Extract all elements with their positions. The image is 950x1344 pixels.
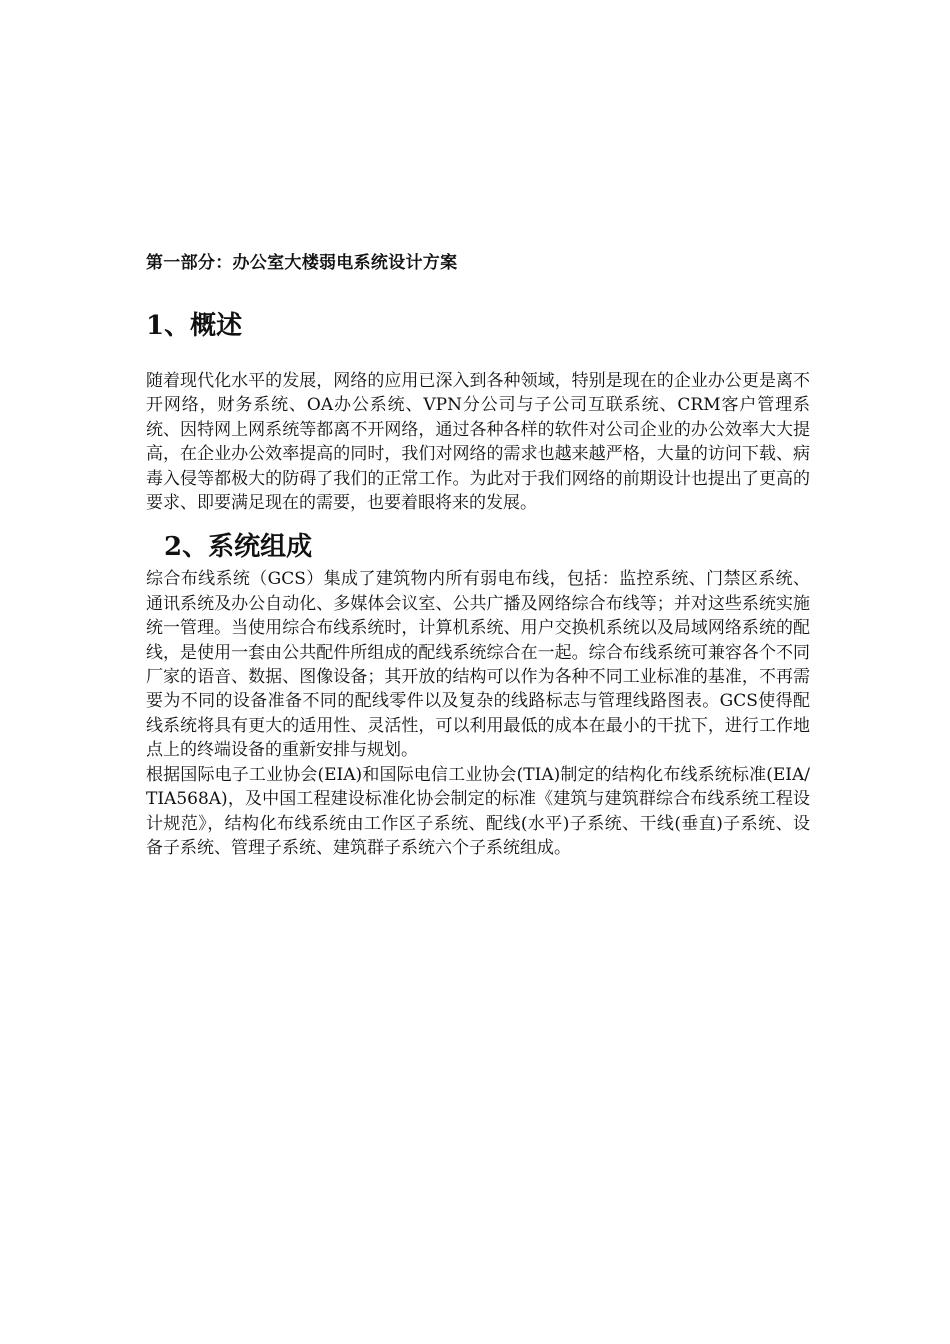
- section-heading-overview: 1、概述: [146, 311, 243, 341]
- overview-paragraph: 随着现代化水平的发展，网络的应用已深入到各种领域，特别是现在的企业办公更是离不开网络，财务系统、OA办公系统、VPN分公司与子公司互联系统、CRM客户管理系统、因特网上网系统等都离不开网络，通过各种各样的软件对公司企业的办公效率大大提高，在企业办公效率提高的同时，我们对网络的需求也越来越严格，大量的访问下载、病毒入侵等都极大的防碍了我们的正常工作。为此对于我们网络的前期设计也提出了更高的要求、即要满足现在的需要，也要着眼将来的发展。: [146, 371, 810, 514]
- gcs-paragraph: 综合布线系统（GCS）集成了建筑物内所有弱电布线，包括：监控系统、门禁区系统、通讯系统及办公自动化、多媒体会议室、公共广播及网络综合布线等；并对这些系统实施统一管理。当使用综合布线系统时，计算机系统、用户交换机系统以及局域网络系统的配线，是使用一套由公共配件所组成的配线系统综合在一起。综合布线系统可兼容各个不同厂家的语音、数据、图像设备；其开放的结构可以作为各种不同工业标准的基准，不再需要为不同的设备准备不同的配线零件以及复杂的线路标志与管理线路图表。GCS使得配线系统将具有更大的适用性、灵活性，可以利用最低的成本在最小的干扰下，进行工作地点上的终端设备的重新安排与规划。: [146, 569, 810, 761]
- standards-paragraph: 根据国际电子工业协会(EIA)和国际电信工业协会(TIA)制定的结构化布线系统标准(EIA/TIA568A)，及中国工程建设标准化协会制定的标准《建筑与建筑群综合布线系统工程设计规范》，结构化布线系统由工作区子系统、配线(水平)子系统、干线(垂直)子系统、设备子系统、管理子系统、建筑群子系统六个子系统组成。: [146, 764, 810, 858]
- part-title: 第一部分：办公室大楼弱电系统设计方案: [146, 253, 458, 273]
- section-heading-system-composition: 2、系统组成: [164, 532, 313, 563]
- document-body: [146, 248, 810, 860]
